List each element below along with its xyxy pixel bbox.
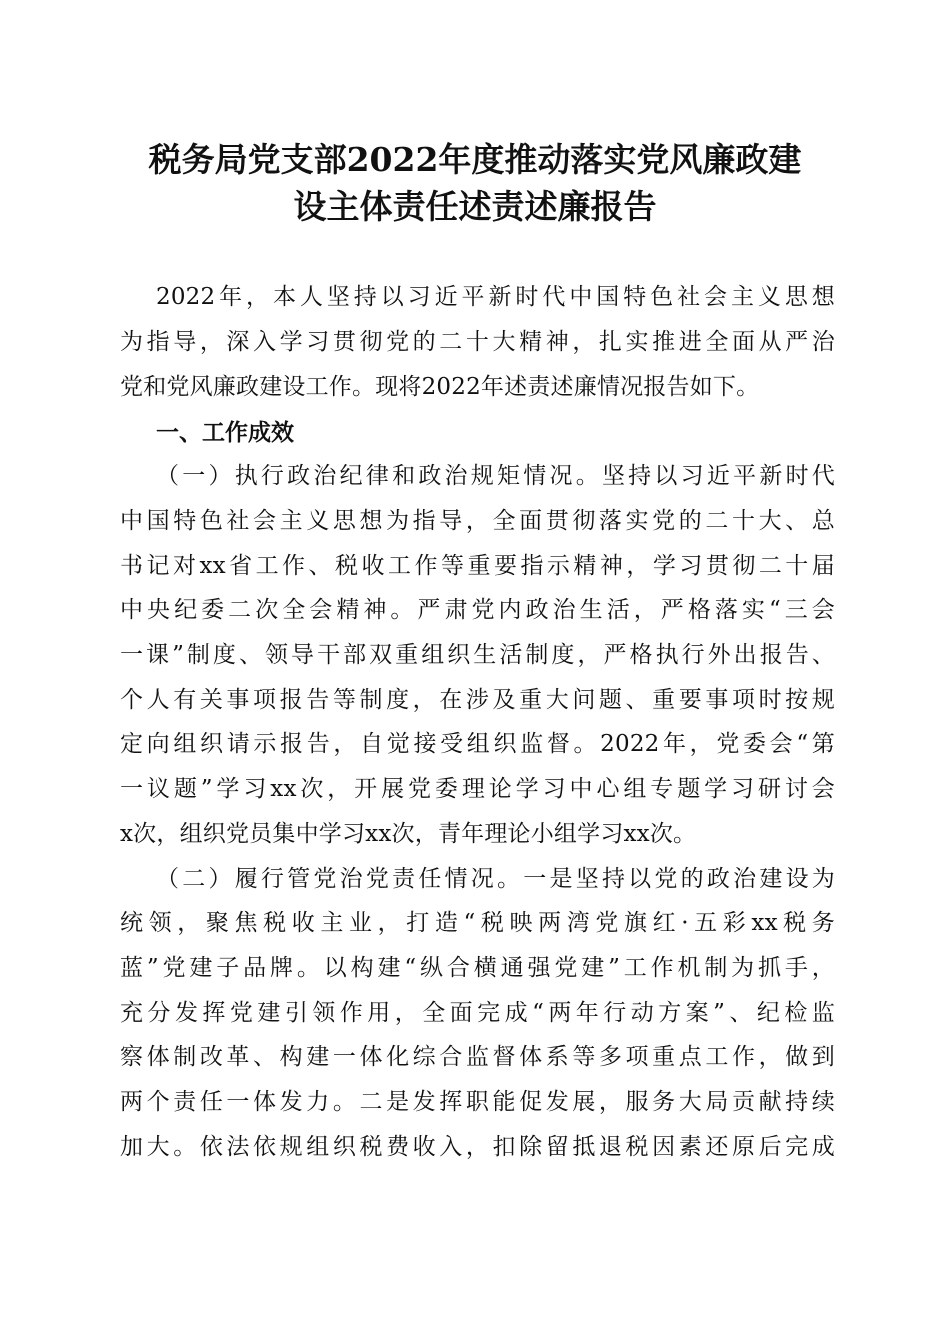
para1-line-3: 书记对xx省工作、税收工作等重要指示精神，学习贯彻二十届 [120,553,835,579]
para1-line-9: x次，组织党员集中学习xx次，青年理论小组学习xx次。 [120,821,697,847]
para1-line-5: 一课”制度、领导干部双重组织生活制度，严格执行外出报告、 [120,642,835,668]
section-heading: 一、工作成效 [156,420,294,446]
para1-line-6: 个人有关事项报告等制度，在涉及重大问题、重要事项时按规 [120,687,835,713]
para2-line-3: 蓝”党建子品牌。以构建“纵合横通强党建”工作机制为抓手， [120,955,835,981]
para2-line-4: 充分发挥党建引领作用，全面完成“两年行动方案”、纪检监 [120,1000,835,1026]
intro-line-1: 2022年，本人坚持以习近平新时代中国特色社会主义思想 [156,284,835,310]
document-title-line-1: 税务局党支部2022年度推动落实党风廉政建 [148,140,802,179]
intro-line-2: 为指导，深入学习贯彻党的二十大精神，扎实推进全面从严治 [120,329,835,355]
para2-line-7: 加大。依法依规组织税费收入，扣除留抵退税因素还原后完成 [120,1134,835,1160]
document-title-line-2: 设主体责任述责述廉报告 [293,187,657,226]
para1-line-1: （一）执行政治纪律和政治规矩情况。坚持以习近平新时代 [156,463,835,489]
para2-line-2: 统领，聚焦税收主业，打造“税映两湾党旗红·五彩xx税务 [120,910,835,936]
para1-line-8: 一议题”学习xx次，开展党委理论学习中心组专题学习研讨会 [120,776,835,802]
para2-line-1: （二）履行管党治党责任情况。一是坚持以党的政治建设为 [156,866,835,892]
para1-line-2: 中国特色社会主义思想为指导，全面贯彻落实党的二十大、总 [120,508,835,534]
intro-line-3: 党和党风廉政建设工作。现将2022年述责述廉情况报告如下。 [120,374,760,400]
para1-line-7: 定向组织请示报告，自觉接受组织监督。2022年，党委会“第 [120,731,835,757]
para2-line-6: 两个责任一体发力。二是发挥职能促发展，服务大局贡献持续 [120,1089,835,1115]
para1-line-4: 中央纪委二次全会精神。严肃党内政治生活，严格落实“三会 [120,597,835,623]
para2-line-5: 察体制改革、构建一体化综合监督体系等多项重点工作，做到 [120,1044,835,1070]
